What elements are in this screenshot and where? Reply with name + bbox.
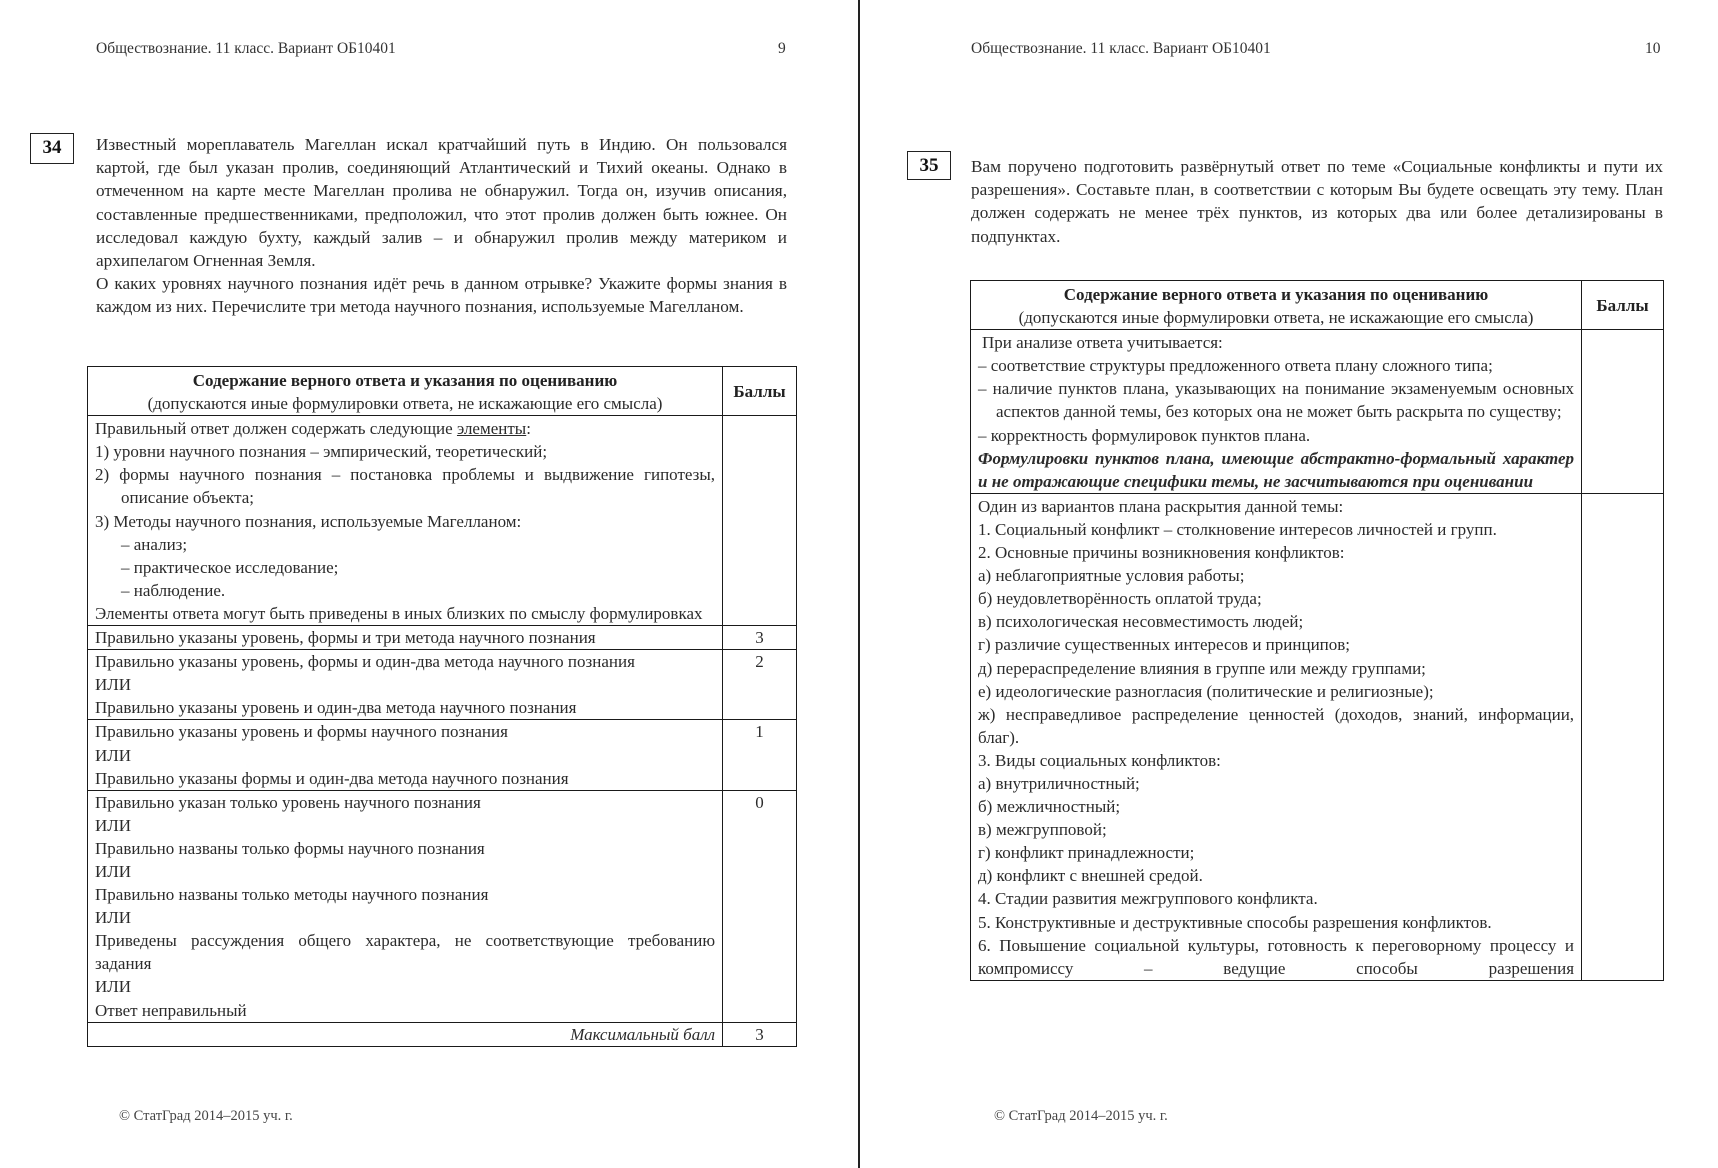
method-item: – анализ; (121, 534, 188, 554)
max-score-label: Максимальный балл (88, 1022, 723, 1046)
copyright-footer: © СтатГрад 2014–2015 уч. г. (994, 1108, 1168, 1124)
plan-line: 2. Основные причины возникновения конфликтов: (978, 543, 1345, 563)
table-header-row (971, 281, 1664, 330)
plan-line: а) неблагоприятные условия работы; (978, 566, 1245, 586)
answer-content-row (88, 416, 797, 626)
plan-line: ж) несправедливое распределение ценностей (доходов, знаний, информации, благ). (978, 704, 1575, 747)
question-number-box: 35 (907, 151, 951, 180)
plan-line: д) перераспределение влияния в группе или между группами; (978, 658, 1426, 678)
plan-intro: Один из вариантов плана раскрытия данной темы: (978, 496, 1344, 516)
score-value: 3 (723, 626, 797, 650)
question-34-text (96, 133, 787, 319)
table-header-title: Содержание верного ответа и указания по оцениванию (192, 371, 618, 390)
plan-row (971, 493, 1664, 980)
running-header: Обществознание. 11 класс. Вариант ОБ10401 (96, 40, 396, 57)
plan-line: 5. Конструктивные и деструктивные способы разрешения конфликтов. (978, 912, 1492, 932)
plan-line: д) конфликт с внешней средой. (978, 866, 1203, 886)
method-item: – практическое исследование; (121, 557, 339, 577)
table-header-note: (допускаются иные формулировки ответа, не искажающие его смысла) (147, 394, 663, 414)
running-header: Обществознание. 11 класс. Вариант ОБ10401 (971, 40, 1271, 57)
answer-note: Элементы ответа могут быть приведены в иных близких по смыслу формулировках (95, 603, 703, 623)
table-header-score: Баллы (1582, 281, 1664, 330)
question-number-box: 34 (30, 133, 74, 164)
criteria-item: – наличие пунктов плана, указывающих на понимание экзаменуемым основных аспектов данной темы, без которых она не может быть раскрыта по существу; (978, 379, 1575, 422)
plan-line: 1. Социальный конфликт – столкновение интересов личностей и групп. (978, 519, 1497, 539)
method-item: – наблюдение. (121, 580, 226, 600)
table-header-row (88, 367, 797, 416)
plan-line: г) конфликт принадлежности; (978, 843, 1195, 863)
page-9 (0, 0, 858, 1168)
plan-line: е) идеологические разногласия (политические и религиозные); (978, 681, 1434, 701)
scoring-table-34 (87, 366, 797, 1047)
page-10 (860, 0, 1718, 1168)
score-row-3: Правильно указаны уровень, формы и три метода научного познания 3 (88, 626, 797, 650)
criteria-intro: При анализе ответа учитывается: (982, 333, 1223, 353)
answer-element-2: 2) формы научного познания – постановка проблемы и выдвижение гипотезы, описание объекта; (95, 465, 716, 508)
copyright-footer: © СтатГрад 2014–2015 уч. г. (119, 1108, 293, 1124)
score-row-1: Правильно указаны уровень и формы научного познания ИЛИ Правильно указаны формы и один-два метода научного познания 1 (88, 720, 797, 790)
plan-line: в) психологическая несовместимость людей; (978, 612, 1304, 632)
plan-line: б) межличностный; (978, 797, 1121, 817)
criteria-warning: Формулировки пунктов плана, имеющие абстрактно-формальный характер и не отражающие специфики темы, не засчитываются при оценивании (978, 448, 1575, 491)
answer-element-1: 1) уровни научного познания – эмпирический, теоретический; (95, 442, 548, 462)
score-row-0: Правильно указан только уровень научного познания ИЛИ Правильно названы только формы научного познания ИЛИ Правильно названы только методы научного познания ИЛИ Приведены рассуждения общего характера, не соответствующие требованию задания ИЛИ Ответ неправильный 0 (88, 790, 797, 1022)
score-value: 1 (723, 720, 797, 790)
question-34-prompt: О каких уровнях научного познания идёт речь в данном отрывке? Укажите формы знания в каждом из них. Перечислите три метода научного познания, используемые Магелланом. (96, 274, 787, 317)
score-value: 2 (723, 650, 797, 720)
plan-line: 4. Стадии развития межгруппового конфликта. (978, 889, 1318, 909)
table-header-title: Содержание верного ответа и указания по оцениванию (1063, 285, 1489, 304)
criteria-item: – корректность формулировок пунктов плана. (978, 425, 1311, 445)
answer-element-3: 3) Методы научного познания, используемые Магелланом: (95, 511, 522, 531)
max-score-value: 3 (723, 1022, 797, 1046)
plan-line: 6. Повышение социальной культуры, готовность к переговорному процессу и компромиссу – ведущие способы разрешения (978, 935, 1575, 978)
question-34-passage: Известный мореплаватель Магеллан искал кратчайший путь в Индию. Он пользовался картой, где был указан пролив, соединяющий Атлантический и Тихий океаны. Однако в отмеченном на карте месте Магеллан пролива не обнаружил. Тогда он, изучив описания, составленные предшественниками, предположил, что этот пролив должен быть южнее. Он исследовал каждую бухту, каждый залив – и обнаружил пролив между материком и архипелагом Огненная Земля. (96, 135, 787, 271)
table-header-note: (допускаются иные формулировки ответа, не искажающие его смысла) (1018, 308, 1534, 328)
page-number: 10 (1645, 40, 1661, 57)
score-row-2: Правильно указаны уровень, формы и один-два метода научного познания ИЛИ Правильно указаны уровень и один-два метода научного познания 2 (88, 650, 797, 720)
plan-line: 3. Виды социальных конфликтов: (978, 750, 1221, 770)
table-header-score: Баллы (723, 367, 797, 416)
score-value: 0 (723, 790, 797, 1022)
plan-line: г) различие существенных интересов и принципов; (978, 635, 1351, 655)
scoring-table-35 (970, 280, 1664, 981)
plan-line: б) неудовлетворённость оплатой труда; (978, 589, 1262, 609)
plan-line: в) межгрупповой; (978, 820, 1107, 840)
criteria-item: – соответствие структуры предложенного ответа плану сложного типа; (978, 356, 1493, 376)
criteria-row (971, 330, 1664, 494)
max-score-row (88, 1022, 797, 1046)
page-number: 9 (778, 40, 786, 57)
question-35-text: Вам поручено подготовить развёрнутый ответ по теме «Социальные конфликты и пути их разрешения». Составьте план, в соответствии с которым Вы будете освещать эту тему. План должен содержать не менее трёх пунктов, из которых два или более детализированы в подпунктах. (971, 157, 1663, 246)
plan-line: а) внутриличностный; (978, 773, 1140, 793)
answer-intro: Правильный ответ должен содержать следующие элементы: (95, 419, 531, 439)
